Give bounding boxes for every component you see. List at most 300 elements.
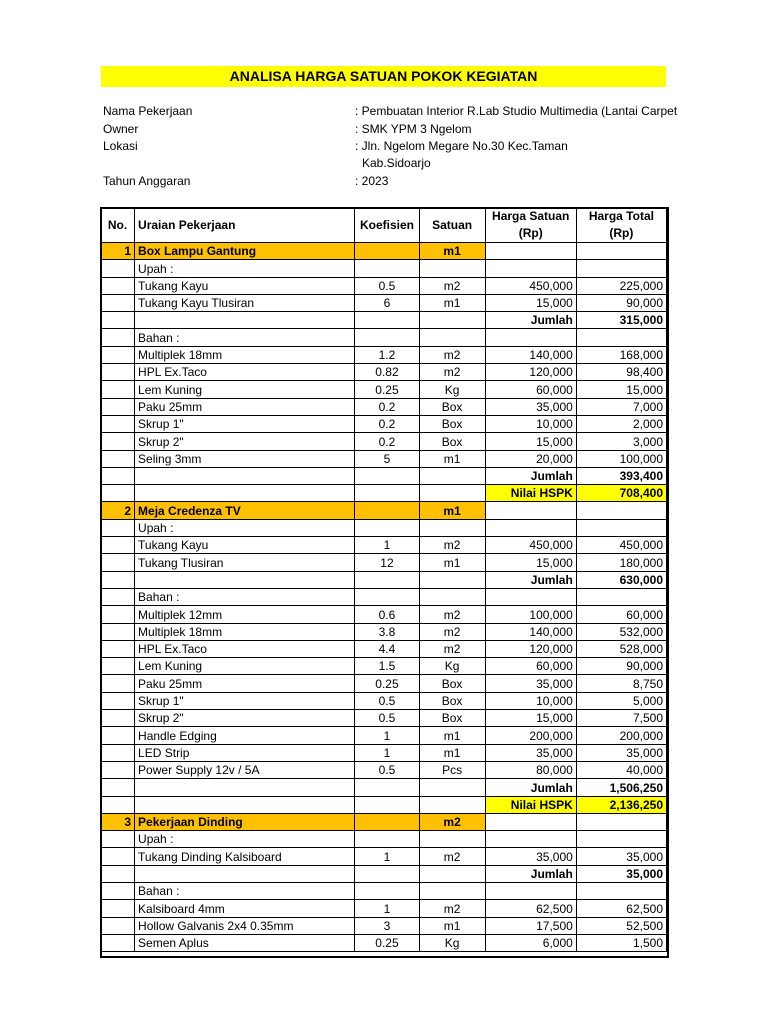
- no-cell: [101, 831, 135, 848]
- group-unit: m1: [419, 502, 485, 519]
- hspk-value: 708,400: [576, 485, 666, 502]
- item-name: Tukang Kayu: [135, 277, 355, 294]
- table-row: [101, 415, 667, 432]
- item-satuan: m1: [419, 450, 485, 467]
- no-cell: [101, 467, 135, 484]
- section-label: Upah :: [135, 519, 355, 536]
- info-value-lokasi: : Jln. Ngelom Megare No.30 Kec.Taman: [355, 139, 568, 153]
- item-koefisien: 0.25: [355, 381, 419, 398]
- no-cell: [101, 779, 135, 796]
- subtotal-label: Jumlah: [485, 571, 576, 588]
- section-label-row: [101, 260, 667, 277]
- harga-total-cell: [576, 831, 666, 848]
- item-satuan: m1: [419, 917, 485, 934]
- item-harga-satuan: 6,000: [485, 934, 576, 951]
- group-unit: m2: [419, 813, 485, 830]
- no-cell: [101, 675, 135, 692]
- no-cell: [101, 329, 135, 346]
- no-cell: [101, 623, 135, 640]
- satuan-cell: [419, 831, 485, 848]
- item-name: Skrup 2": [135, 710, 355, 727]
- item-harga-satuan: 62,500: [485, 900, 576, 917]
- item-satuan: Box: [419, 415, 485, 432]
- group-unit: m1: [419, 243, 485, 260]
- item-name: Hollow Galvanis 2x4 0.35mm: [135, 917, 355, 934]
- koefisien-cell: [355, 813, 419, 830]
- item-name: LED Strip: [135, 744, 355, 761]
- harga-satuan-cell: [485, 243, 576, 260]
- item-name: [135, 485, 355, 502]
- group-number: 3: [101, 813, 135, 830]
- table-row: [101, 675, 667, 692]
- item-harga-total: 7,000: [576, 398, 666, 415]
- info-value-tahun-anggaran: : 2023: [355, 174, 389, 188]
- item-harga-total: 100,000: [576, 450, 666, 467]
- hspk-total-row: [101, 485, 667, 502]
- item-harga-total: 35,000: [576, 744, 666, 761]
- satuan-cell: [419, 485, 485, 502]
- harga-total-cell: [576, 519, 666, 536]
- table-row: [101, 433, 667, 450]
- item-name: Multiplek 12mm: [135, 606, 355, 623]
- subtotal-value: 393,400: [576, 467, 666, 484]
- item-harga-total: 52,500: [576, 917, 666, 934]
- table-row: [101, 934, 667, 951]
- item-koefisien: 0.25: [355, 675, 419, 692]
- table-row: [101, 381, 667, 398]
- header-harga-satuan: [485, 208, 576, 243]
- koefisien-cell: [355, 467, 419, 484]
- item-name: [135, 467, 355, 484]
- section-label-row: [101, 831, 667, 848]
- item-koefisien: 0.82: [355, 364, 419, 381]
- harga-satuan-cell: [485, 260, 576, 277]
- item-satuan: Pcs: [419, 761, 485, 778]
- koefisien-cell: [355, 882, 419, 899]
- harga-satuan-cell: [485, 588, 576, 605]
- item-koefisien: 12: [355, 554, 419, 571]
- no-cell: [101, 900, 135, 917]
- group-number: 2: [101, 502, 135, 519]
- table-row: [101, 346, 667, 363]
- price-analysis-table: [100, 207, 667, 952]
- table-row: [101, 658, 667, 675]
- item-harga-total: 180,000: [576, 554, 666, 571]
- no-cell: [101, 727, 135, 744]
- item-name: [135, 312, 355, 329]
- item-koefisien: 0.2: [355, 398, 419, 415]
- header-harga-total-label: Harga Total: [588, 209, 654, 223]
- table-body: [101, 243, 667, 952]
- item-koefisien: 0.5: [355, 692, 419, 709]
- subtotal-label: Jumlah: [485, 779, 576, 796]
- section-label-row: [101, 588, 667, 605]
- item-harga-satuan: 35,000: [485, 398, 576, 415]
- item-harga-total: 40,000: [576, 761, 666, 778]
- item-harga-satuan: 15,000: [485, 710, 576, 727]
- no-cell: [101, 917, 135, 934]
- item-harga-satuan: 200,000: [485, 727, 576, 744]
- koefisien-cell: [355, 329, 419, 346]
- koefisien-cell: [355, 588, 419, 605]
- item-satuan: m2: [419, 848, 485, 865]
- satuan-cell: [419, 588, 485, 605]
- no-cell: [101, 260, 135, 277]
- table-row: [101, 537, 667, 554]
- table-row: [101, 554, 667, 571]
- info-value-lokasi-line2: Kab.Sidoarjo: [362, 156, 431, 170]
- no-cell: [101, 848, 135, 865]
- item-harga-satuan: 140,000: [485, 346, 576, 363]
- koefisien-cell: [355, 519, 419, 536]
- item-name: Kalsiboard 4mm: [135, 900, 355, 917]
- koefisien-cell: [355, 796, 419, 813]
- item-harga-total: 60,000: [576, 606, 666, 623]
- item-name: Multiplek 18mm: [135, 623, 355, 640]
- item-koefisien: 3.8: [355, 623, 419, 640]
- table-row: [101, 294, 667, 311]
- no-cell: [101, 381, 135, 398]
- subtotal-row: [101, 865, 667, 882]
- harga-satuan-cell: [485, 831, 576, 848]
- item-harga-total: 62,500: [576, 900, 666, 917]
- koefisien-cell: [355, 865, 419, 882]
- table-row: [101, 623, 667, 640]
- item-koefisien: 3: [355, 917, 419, 934]
- no-cell: [101, 554, 135, 571]
- no-cell: [101, 312, 135, 329]
- table-header-row: [101, 208, 667, 243]
- no-cell: [101, 450, 135, 467]
- satuan-cell: [419, 571, 485, 588]
- satuan-cell: [419, 882, 485, 899]
- table-row: [101, 640, 667, 657]
- item-satuan: m1: [419, 554, 485, 571]
- item-harga-satuan: 450,000: [485, 277, 576, 294]
- item-satuan: m2: [419, 623, 485, 640]
- no-cell: [101, 882, 135, 899]
- subtotal-value: 35,000: [576, 865, 666, 882]
- item-name: Paku 25mm: [135, 675, 355, 692]
- item-satuan: Box: [419, 692, 485, 709]
- item-harga-satuan: 140,000: [485, 623, 576, 640]
- item-name: [135, 865, 355, 882]
- table-row: [101, 710, 667, 727]
- item-name: HPL Ex.Taco: [135, 640, 355, 657]
- item-satuan: m1: [419, 727, 485, 744]
- no-cell: [101, 710, 135, 727]
- no-cell: [101, 294, 135, 311]
- hspk-label: Nilai HSPK: [485, 485, 576, 502]
- satuan-cell: [419, 329, 485, 346]
- koefisien-cell: [355, 312, 419, 329]
- item-harga-total: 532,000: [576, 623, 666, 640]
- header-harga-total-unit: (Rp): [609, 226, 634, 240]
- group-header-row: [101, 813, 667, 830]
- item-name: Lem Kuning: [135, 658, 355, 675]
- item-satuan: m1: [419, 294, 485, 311]
- satuan-cell: [419, 260, 485, 277]
- item-harga-satuan: 120,000: [485, 640, 576, 657]
- item-harga-total: 2,000: [576, 415, 666, 432]
- item-satuan: Box: [419, 675, 485, 692]
- info-value-nama-pekerjaan: : Pembuatan Interior R.Lab Studio Multimedia (Lantai Carpet: [355, 104, 678, 118]
- item-name: Lem Kuning: [135, 381, 355, 398]
- subtotal-row: [101, 467, 667, 484]
- no-cell: [101, 433, 135, 450]
- satuan-cell: [419, 796, 485, 813]
- item-name: Seling 3mm: [135, 450, 355, 467]
- item-satuan: Box: [419, 398, 485, 415]
- item-harga-total: 98,400: [576, 364, 666, 381]
- item-harga-satuan: 100,000: [485, 606, 576, 623]
- item-name: [135, 796, 355, 813]
- harga-total-cell: [576, 882, 666, 899]
- item-koefisien: 1: [355, 537, 419, 554]
- no-cell: [101, 744, 135, 761]
- item-harga-total: 168,000: [576, 346, 666, 363]
- harga-total-cell: [576, 329, 666, 346]
- koefisien-cell: [355, 260, 419, 277]
- group-header-row: [101, 502, 667, 519]
- item-satuan: m2: [419, 537, 485, 554]
- section-label: Bahan :: [135, 329, 355, 346]
- header-satuan: Satuan: [419, 208, 485, 243]
- header-harga-total: [576, 208, 666, 243]
- item-satuan: Box: [419, 710, 485, 727]
- no-cell: [101, 277, 135, 294]
- koefisien-cell: [355, 779, 419, 796]
- no-cell: [101, 537, 135, 554]
- table-row: [101, 692, 667, 709]
- subtotal-row: [101, 571, 667, 588]
- item-name: Multiplek 18mm: [135, 346, 355, 363]
- info-value-owner: : SMK YPM 3 Ngelom: [355, 122, 472, 136]
- hspk-total-row: [101, 796, 667, 813]
- section-label: Bahan :: [135, 588, 355, 605]
- koefisien-cell: [355, 571, 419, 588]
- header-no: No.: [101, 208, 135, 243]
- table-row: [101, 398, 667, 415]
- harga-satuan-cell: [485, 502, 576, 519]
- item-harga-total: 15,000: [576, 381, 666, 398]
- section-label: Upah :: [135, 831, 355, 848]
- section-label: Upah :: [135, 260, 355, 277]
- item-koefisien: 0.5: [355, 277, 419, 294]
- item-harga-total: 225,000: [576, 277, 666, 294]
- item-name: Handle Edging: [135, 727, 355, 744]
- table-row: [101, 727, 667, 744]
- no-cell: [101, 761, 135, 778]
- item-harga-total: 528,000: [576, 640, 666, 657]
- info-label-owner: Owner: [103, 122, 139, 136]
- item-satuan: m2: [419, 606, 485, 623]
- harga-total-cell: [576, 260, 666, 277]
- harga-total-cell: [576, 813, 666, 830]
- item-satuan: m2: [419, 346, 485, 363]
- no-cell: [101, 658, 135, 675]
- no-cell: [101, 571, 135, 588]
- item-satuan: m2: [419, 277, 485, 294]
- item-harga-satuan: 35,000: [485, 744, 576, 761]
- satuan-cell: [419, 519, 485, 536]
- item-harga-satuan: 15,000: [485, 433, 576, 450]
- no-cell: [101, 692, 135, 709]
- item-name: HPL Ex.Taco: [135, 364, 355, 381]
- item-koefisien: 1: [355, 744, 419, 761]
- item-koefisien: 1: [355, 727, 419, 744]
- group-name: Meja Credenza TV: [135, 502, 355, 519]
- subtotal-value: 1,506,250: [576, 779, 666, 796]
- koefisien-cell: [355, 502, 419, 519]
- subtotal-label: Jumlah: [485, 312, 576, 329]
- item-harga-satuan: 120,000: [485, 364, 576, 381]
- table-row: [101, 917, 667, 934]
- item-name: Power Supply 12v / 5A: [135, 761, 355, 778]
- no-cell: [101, 398, 135, 415]
- header-harga-satuan-unit: (Rp): [518, 226, 543, 240]
- item-satuan: Kg: [419, 934, 485, 951]
- hspk-label: Nilai HSPK: [485, 796, 576, 813]
- section-label-row: [101, 329, 667, 346]
- no-cell: [101, 346, 135, 363]
- item-harga-satuan: 10,000: [485, 415, 576, 432]
- harga-satuan-cell: [485, 329, 576, 346]
- hspk-value: 2,136,250: [576, 796, 666, 813]
- section-label: Bahan :: [135, 882, 355, 899]
- item-harga-total: 90,000: [576, 294, 666, 311]
- harga-total-cell: [576, 243, 666, 260]
- item-harga-total: 5,000: [576, 692, 666, 709]
- subtotal-label: Jumlah: [485, 467, 576, 484]
- koefisien-cell: [355, 485, 419, 502]
- item-koefisien: 1: [355, 900, 419, 917]
- item-name: Skrup 1": [135, 692, 355, 709]
- subtotal-label: Jumlah: [485, 865, 576, 882]
- item-harga-total: 1,500: [576, 934, 666, 951]
- no-cell: [101, 640, 135, 657]
- satuan-cell: [419, 312, 485, 329]
- table-row: [101, 744, 667, 761]
- table-row: [101, 900, 667, 917]
- item-harga-total: 35,000: [576, 848, 666, 865]
- item-harga-satuan: 80,000: [485, 761, 576, 778]
- item-harga-total: 450,000: [576, 537, 666, 554]
- item-name: Paku 25mm: [135, 398, 355, 415]
- header-uraian: Uraian Pekerjaan: [135, 208, 355, 243]
- no-cell: [101, 865, 135, 882]
- satuan-cell: [419, 779, 485, 796]
- item-harga-satuan: 10,000: [485, 692, 576, 709]
- item-koefisien: 0.25: [355, 934, 419, 951]
- item-harga-satuan: 35,000: [485, 675, 576, 692]
- koefisien-cell: [355, 243, 419, 260]
- harga-total-cell: [576, 502, 666, 519]
- group-header-row: [101, 243, 667, 260]
- harga-satuan-cell: [485, 813, 576, 830]
- item-koefisien: 0.2: [355, 433, 419, 450]
- no-cell: [101, 934, 135, 951]
- item-satuan: Kg: [419, 381, 485, 398]
- table-row: [101, 450, 667, 467]
- item-harga-satuan: 450,000: [485, 537, 576, 554]
- header-harga-satuan-label: Harga Satuan: [492, 209, 570, 223]
- item-koefisien: 0.5: [355, 710, 419, 727]
- item-harga-total: 200,000: [576, 727, 666, 744]
- header-koefisien: Koefisien: [355, 208, 419, 243]
- info-label-lokasi: Lokasi: [103, 139, 138, 153]
- item-name: Tukang Dinding Kalsiboard: [135, 848, 355, 865]
- document-title: ANALISA HARGA SATUAN POKOK KEGIATAN: [101, 66, 666, 87]
- item-harga-satuan: 35,000: [485, 848, 576, 865]
- item-satuan: Kg: [419, 658, 485, 675]
- item-name: Skrup 1": [135, 415, 355, 432]
- item-koefisien: 0.5: [355, 761, 419, 778]
- info-label-nama-pekerjaan: Nama Pekerjaan: [103, 104, 193, 118]
- item-koefisien: 4.4: [355, 640, 419, 657]
- item-name: Semen Aplus: [135, 934, 355, 951]
- group-name: Box Lampu Gantung: [135, 243, 355, 260]
- no-cell: [101, 606, 135, 623]
- no-cell: [101, 796, 135, 813]
- table-row: [101, 364, 667, 381]
- harga-satuan-cell: [485, 519, 576, 536]
- item-koefisien: 5: [355, 450, 419, 467]
- subtotal-value: 630,000: [576, 571, 666, 588]
- no-cell: [101, 364, 135, 381]
- item-harga-total: 7,500: [576, 710, 666, 727]
- no-cell: [101, 485, 135, 502]
- section-label-row: [101, 519, 667, 536]
- table-row: [101, 761, 667, 778]
- item-name: Tukang Tlusiran: [135, 554, 355, 571]
- item-koefisien: 1: [355, 848, 419, 865]
- item-harga-total: 90,000: [576, 658, 666, 675]
- table-row: [101, 848, 667, 865]
- section-label-row: [101, 882, 667, 899]
- table-row: [101, 606, 667, 623]
- item-name: Skrup 2": [135, 433, 355, 450]
- item-satuan: m2: [419, 900, 485, 917]
- item-harga-satuan: 60,000: [485, 658, 576, 675]
- item-koefisien: 1.2: [355, 346, 419, 363]
- item-name: [135, 571, 355, 588]
- no-cell: [101, 519, 135, 536]
- item-harga-total: 3,000: [576, 433, 666, 450]
- item-harga-satuan: 60,000: [485, 381, 576, 398]
- subtotal-row: [101, 779, 667, 796]
- item-satuan: Box: [419, 433, 485, 450]
- info-label-tahun-anggaran: Tahun Anggaran: [103, 174, 191, 188]
- harga-satuan-cell: [485, 882, 576, 899]
- item-name: Tukang Kayu: [135, 537, 355, 554]
- harga-total-cell: [576, 588, 666, 605]
- item-harga-satuan: 15,000: [485, 294, 576, 311]
- item-harga-satuan: 17,500: [485, 917, 576, 934]
- no-cell: [101, 588, 135, 605]
- group-name: Pekerjaan Dinding: [135, 813, 355, 830]
- group-number: 1: [101, 243, 135, 260]
- no-cell: [101, 415, 135, 432]
- item-koefisien: 1.5: [355, 658, 419, 675]
- item-koefisien: 6: [355, 294, 419, 311]
- table-row: [101, 277, 667, 294]
- item-harga-total: 8,750: [576, 675, 666, 692]
- item-satuan: m2: [419, 364, 485, 381]
- item-harga-satuan: 20,000: [485, 450, 576, 467]
- item-satuan: m1: [419, 744, 485, 761]
- item-satuan: m2: [419, 640, 485, 657]
